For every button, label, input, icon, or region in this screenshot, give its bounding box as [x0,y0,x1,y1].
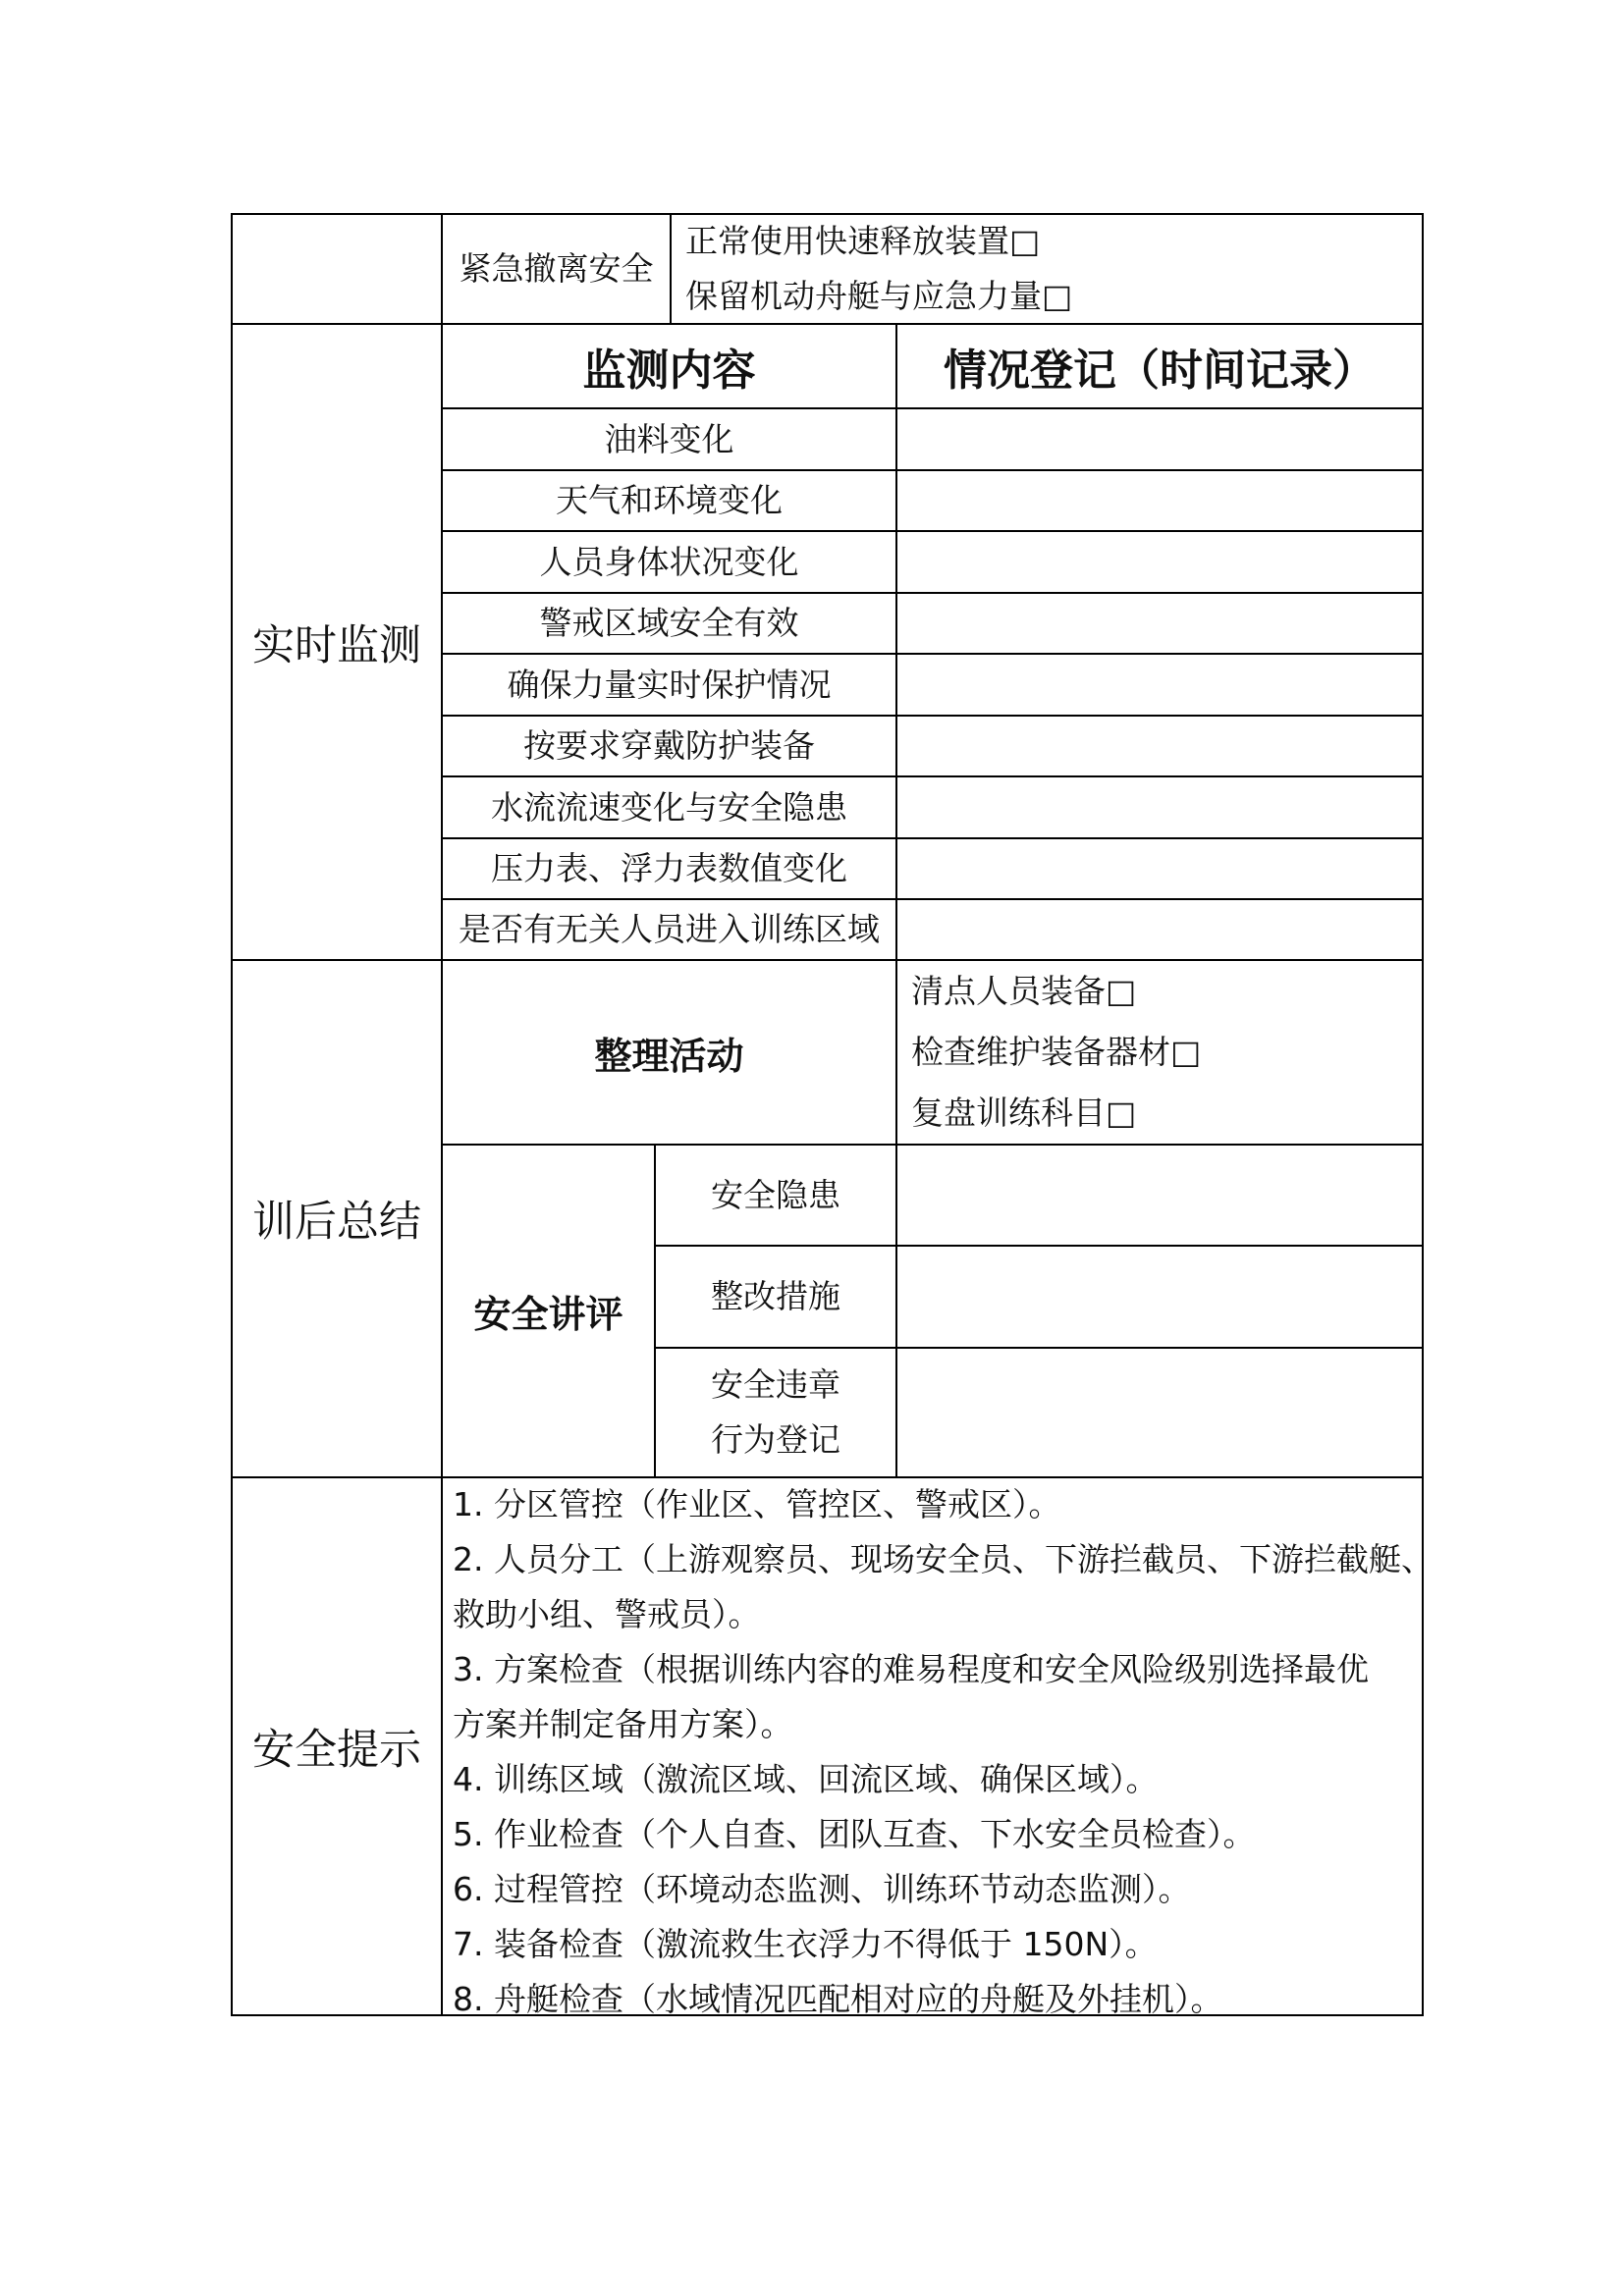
tips-section-title: 安全提示 [252,1725,421,1775]
monitoring-record-field[interactable] [897,471,1422,530]
monitoring-record-field[interactable] [897,777,1422,837]
review-record-field[interactable] [897,1146,1422,1245]
tip-line: 2. 人员分工（上游观察员、现场安全员、下游拦截员、下游拦截艇、 [453,1540,1434,1578]
tips-section-title-cell [233,1478,441,2014]
review-item-label-line: 行为登记 [711,1420,840,1459]
monitoring-item-label: 是否有无关人员进入训练区域 [459,910,880,948]
organize-label-cell [443,961,895,1144]
review-item [656,1146,895,1245]
monitoring-item [443,594,895,653]
monitoring-item-label: 警戒区域安全有效 [539,604,799,642]
review-item [656,1247,895,1347]
monitoring-item [443,717,895,775]
organize-option[interactable]: 清点人员装备□ [911,972,1137,1010]
review-item [656,1349,895,1476]
monitoring-record-field[interactable] [897,655,1422,715]
monitoring-item [443,655,895,715]
monitoring-content-header-cell [443,325,895,407]
organize-option[interactable]: 检查维护装备器材□ [911,1033,1202,1071]
monitoring-record-field[interactable] [897,900,1422,959]
monitoring-section-title: 实时监测 [252,620,421,670]
tip-line: 8. 舟艇检查（水域情况匹配相对应的舟艇及外挂机）。 [453,1980,1223,2018]
monitoring-record-field[interactable] [897,717,1422,775]
tip-line: 4. 训练区域（激流区域、回流区域、确保区域）。 [453,1760,1159,1798]
tip-line: 救助小组、警戒员）。 [453,1595,761,1633]
review-label: 安全讲评 [473,1293,623,1336]
monitoring-item [443,777,895,837]
monitoring-record-field[interactable] [897,409,1422,469]
monitoring-record-header-cell [897,325,1422,407]
monitoring-record-field[interactable] [897,594,1422,653]
tips-list [453,1477,1434,2027]
monitoring-item-label: 油料变化 [604,419,734,458]
monitoring-item [443,900,895,959]
monitoring-item-label: 水流流速变化与安全隐患 [491,787,847,827]
organize-option[interactable]: 复盘训练科目□ [911,1094,1137,1132]
summary-section-title-cell [233,961,441,1476]
monitoring-record-header: 情况登记（时间记录） [944,346,1376,396]
monitoring-item-label: 确保力量实时保护情况 [507,665,832,704]
tip-line: 1. 分区管控（作业区、管控区、警戒区）。 [453,1485,1061,1523]
review-item-label-line: 安全违章 [711,1365,840,1404]
monitoring-item [443,839,895,898]
summary-section-title: 训后总结 [252,1198,421,1247]
evacuation-label-cell [443,215,670,323]
review-record-field[interactable] [897,1247,1422,1347]
evacuation-options-cell [672,215,1418,323]
review-record-field[interactable] [897,1349,1422,1476]
tip-line: 6. 过程管控（环境动态监测、训练环节动态监测）。 [453,1870,1191,1908]
monitoring-item [443,532,895,592]
monitoring-record-field[interactable] [897,532,1422,592]
tip-line: 5. 作业检查（个人自查、团队互查、下水安全员检查）。 [453,1815,1256,1853]
monitoring-item-label: 人员身体状况变化 [539,542,799,581]
monitoring-item [443,409,895,469]
monitoring-item-label: 天气和环境变化 [556,481,783,519]
tip-line: 3. 方案检查（根据训练内容的难易程度和安全风险级别选择最优 [453,1650,1369,1688]
evacuation-option[interactable]: 正常使用快速释放装置□ [685,222,1041,260]
monitoring-item-label: 压力表、浮力表数值变化 [491,849,847,887]
evacuation-option[interactable]: 保留机动舟艇与应急力量□ [685,277,1073,315]
review-label-cell [443,1146,654,1476]
monitoring-item-label: 按要求穿戴防护装备 [523,726,815,765]
review-item-label: 安全隐患 [711,1175,840,1214]
monitoring-content-header: 监测内容 [582,346,756,396]
tip-line: 方案并制定备用方案）。 [453,1705,793,1743]
monitoring-section-title-cell [233,325,441,959]
tip-line: 7. 装备检查（激流救生衣浮力不得低于 150N）。 [453,1925,1158,1963]
review-item-label: 整改措施 [711,1277,840,1315]
monitoring-record-field[interactable] [897,839,1422,898]
monitoring-item [443,471,895,530]
organize-options-cell [897,961,1422,1144]
organize-label: 整理活动 [594,1034,744,1078]
evacuation-label: 紧急撤离安全 [459,249,654,288]
